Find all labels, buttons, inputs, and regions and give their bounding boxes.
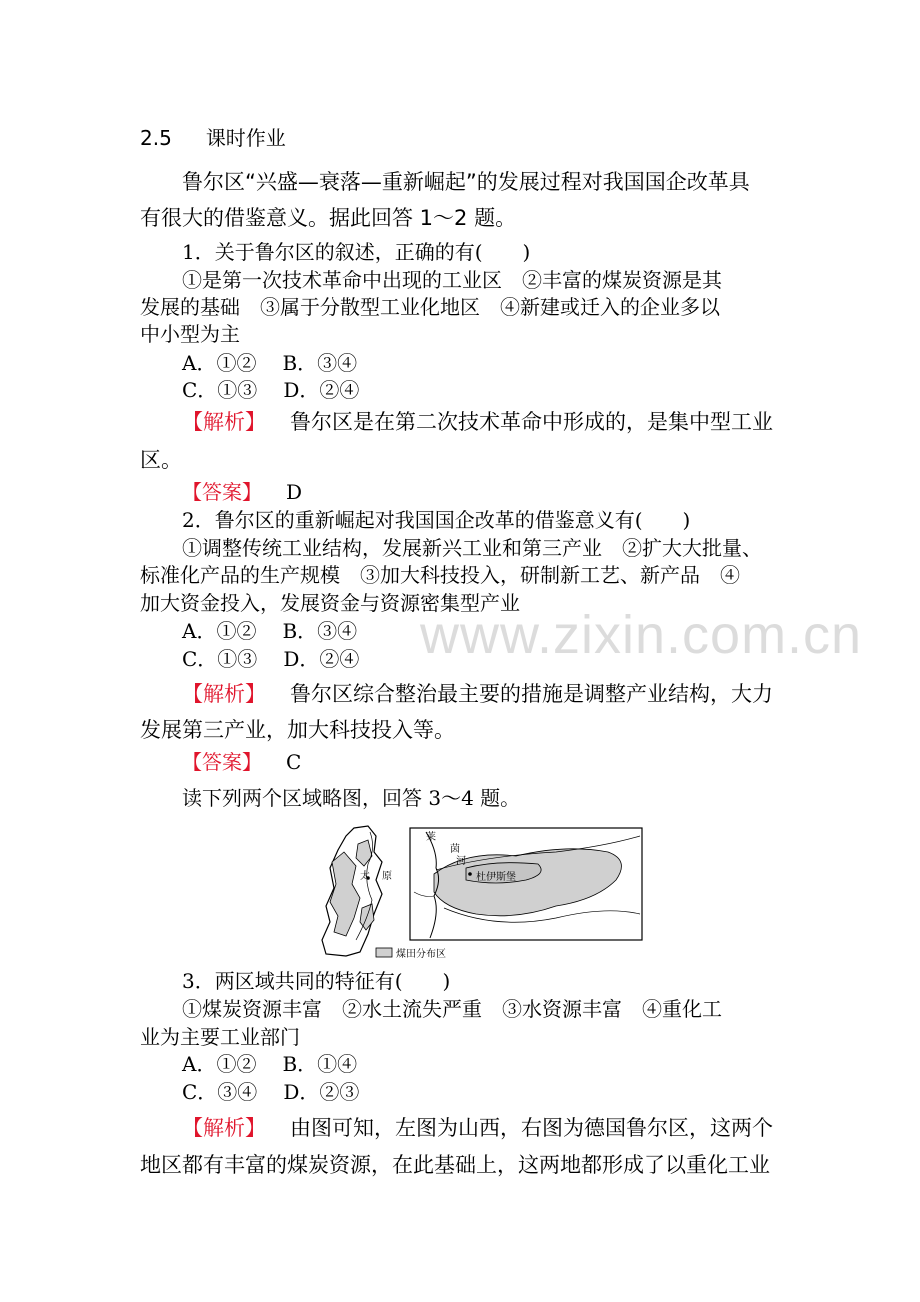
q1-choices-row-2	[182, 376, 359, 404]
q3-choice-d: D．②③	[283, 1080, 360, 1104]
q1-choices-row-1	[182, 349, 357, 377]
rhine-label-1: 莱	[426, 832, 436, 843]
q3-analysis-line-2: 地区都有丰富的煤炭资源，在此基础上，这两地都形成了以重化工业	[140, 1153, 770, 1177]
taiyuan-label-2: 原	[382, 871, 392, 882]
q3-analysis-line-1	[182, 1114, 773, 1142]
legend-label: 煤田分布区	[396, 949, 446, 960]
watermark: www.zixin.com.cn	[420, 605, 863, 665]
q2-choices-row-1	[182, 617, 357, 645]
q1-choice-a: A．①②	[182, 351, 257, 375]
q2-choice-a: A．①②	[182, 619, 257, 643]
intro-line-1: 鲁尔区“兴盛—衰落—重新崛起”的发展过程对我国国企改革具	[182, 170, 750, 194]
q3-analysis-text: 由图可知，左图为山西，右图为德国鲁尔区，这两个	[290, 1116, 773, 1140]
q3-stem: 3．两区域共同的特征有( )	[182, 969, 451, 993]
q2-analysis-line-2: 发展第三产业，加大科技投入等。	[140, 718, 455, 742]
q2-analysis-line-1	[182, 680, 773, 708]
q1-options-line-1: ①是第一次技术革命中出现的工业区 ②丰富的煤炭资源是其	[182, 268, 722, 292]
q2-analysis-text: 鲁尔区综合整治最主要的措施是调整产业结构，大力	[290, 682, 773, 706]
duisburg-label: 杜伊斯堡	[476, 872, 516, 883]
q1-answer	[182, 478, 302, 506]
q2-answer	[182, 748, 301, 776]
q1-answer-value: D	[286, 480, 303, 504]
q2-stem: 2．鲁尔区的重新崛起对我国国企改革的借鉴意义有( )	[182, 508, 691, 532]
q3-analysis-tag: 【解析】	[182, 1116, 266, 1140]
q1-stem: 1．关于鲁尔区的叙述，正确的有( )	[182, 240, 531, 264]
section-number: 2.5	[140, 126, 172, 150]
section-header	[140, 124, 286, 152]
q3-choice-a: A．①②	[182, 1052, 257, 1076]
legend-swatch	[376, 948, 392, 957]
q1-options-line-3: 中小型为主	[140, 322, 240, 346]
q2-choice-d: D．②④	[283, 647, 360, 671]
q2-analysis-tag: 【解析】	[182, 682, 266, 706]
q1-analysis-text: 鲁尔区是在第二次技术革命中形成的，是集中型工业	[290, 410, 773, 434]
q2-choices-row-2	[182, 645, 359, 673]
q1-analysis-line-2: 区。	[140, 448, 182, 472]
q2-answer-tag: 【答案】	[182, 750, 262, 774]
ruhr-map	[410, 828, 642, 940]
q2-choice-b: B．③④	[282, 619, 358, 643]
q2-options-line-2: 标准化产品的生产规模 ③加大科技投入，研制新工艺、新产品 ④	[140, 563, 740, 587]
q1-answer-tag: 【答案】	[182, 480, 262, 504]
q3-options-line-2: 业为主要工业部门	[140, 1025, 300, 1049]
region-maps-figure	[316, 822, 646, 964]
map-intro: 读下列两个区域略图，回答 3～4 题。	[182, 786, 521, 810]
q1-choice-d: D．②④	[283, 378, 360, 402]
map-legend	[376, 947, 446, 960]
q1-options-line-2: 发展的基础 ③属于分散型工业化地区 ④新建或迁入的企业多以	[140, 295, 720, 319]
intro-line-2: 有很大的借鉴意义。据此回答 1～2 题。	[140, 206, 517, 230]
section-title: 课时作业	[205, 126, 286, 150]
duisburg-dot	[468, 872, 472, 876]
q1-choice-b: B．③④	[282, 351, 358, 375]
q1-choice-c: C．①③	[182, 378, 258, 402]
q3-choice-b: B．①④	[282, 1052, 358, 1076]
q2-options-line-3: 加大资金投入，发展资金与资源密集型产业	[140, 591, 520, 615]
shanxi-map	[322, 826, 392, 956]
taiyuan-label-1: 太	[360, 871, 370, 882]
q3-choice-c: C．③④	[182, 1080, 258, 1104]
q2-answer-value: C	[286, 750, 302, 774]
rhine-label-2: 茵	[450, 844, 460, 855]
rhine-label-3: 河	[456, 856, 466, 867]
q3-choices-row-1	[182, 1050, 357, 1078]
q3-choices-row-2	[182, 1078, 359, 1106]
q3-options-line-1: ①煤炭资源丰富 ②水土流失严重 ③水资源丰富 ④重化工	[182, 997, 722, 1021]
q2-options-line-1: ①调整传统工业结构，发展新兴工业和第三产业 ②扩大大批量、	[182, 536, 762, 560]
q2-choice-c: C．①③	[182, 647, 258, 671]
q1-analysis-tag: 【解析】	[182, 410, 266, 434]
q1-analysis-line-1	[182, 408, 773, 436]
